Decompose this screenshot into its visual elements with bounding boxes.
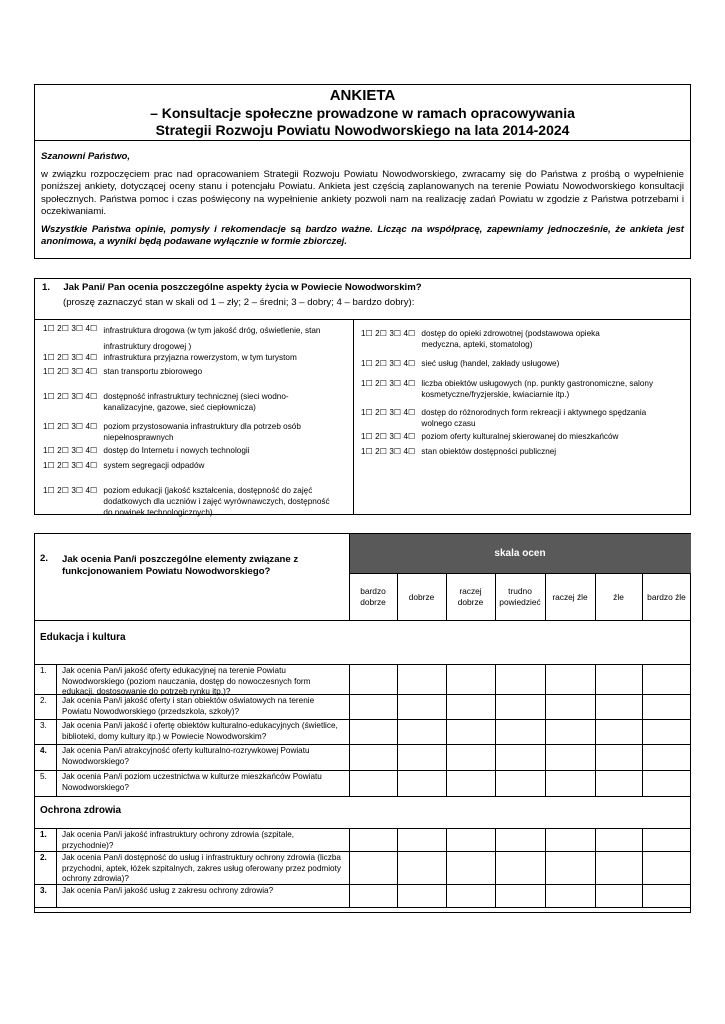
rating-cell[interactable] xyxy=(446,744,495,770)
question-number: 2. xyxy=(40,853,47,862)
rating-cell[interactable] xyxy=(642,719,691,744)
rating-cell[interactable] xyxy=(545,770,595,796)
rating-cell[interactable] xyxy=(595,770,642,796)
rating-cell[interactable] xyxy=(446,884,495,907)
rating-cell[interactable] xyxy=(595,664,642,694)
question-number: 1. xyxy=(40,666,47,675)
rating-item-label: dostęp do opieki zdrowotnej (podstawowa opieka medyczna, apteki, stomatolog) xyxy=(421,329,600,349)
rating-scale[interactable]: 1☐ 2☐ 3☐ 4☐ xyxy=(361,432,416,441)
rating-cell[interactable] xyxy=(397,719,446,744)
rating-cell[interactable] xyxy=(446,664,495,694)
section-1-divider xyxy=(35,319,690,320)
category-heading: Ochrona zdrowia xyxy=(40,805,122,816)
rating-item-label: poziom oferty kulturalnej skierowanej do mieszkańców xyxy=(421,432,619,441)
question-number: 3. xyxy=(40,886,47,895)
scale-column-header: źle xyxy=(613,591,624,602)
rating-cell[interactable] xyxy=(545,744,595,770)
intro-paragraph: w związku rozpoczęciem prac nad opracowaniem Strategii Rozwoju Powiatu Nowodworskiego, zwracamy się do Państwa z prośbą o wypełnienie poniższej ankiety, dotyczącej oceny stanu i potencjału Powiatu. Ankieta jest częścią zaplanowanych na terenie Powiatu Nowodworskiego konsultacji społecznych. Państwa pomoc i czas poświęcony na wypełnienie ankiety pozwoli nam na realizację zadań Powiatu w zgodzie z Państwa potrzebami i oczekiwaniami. xyxy=(41,169,684,217)
table-line xyxy=(56,744,57,770)
rating-item-label: poziom edukacji (jakość kształcenia, dostępność do zajęć dodatkowych dla uczniów i zajęć wyrównawczych, dostępność do nowinek technologicznych) xyxy=(103,486,330,517)
table-line xyxy=(56,884,57,907)
table-line xyxy=(56,770,57,796)
question-number: 3. xyxy=(40,721,47,730)
rating-cell[interactable] xyxy=(545,851,595,884)
rating-cell[interactable] xyxy=(397,828,446,851)
rating-item-label: system segregacji odpadów xyxy=(103,461,205,470)
section-2-number: 2. xyxy=(40,553,49,564)
question-number: 2. xyxy=(40,696,47,705)
rating-cell[interactable] xyxy=(349,770,397,796)
rating-cell[interactable] xyxy=(349,884,397,907)
rating-item[interactable] xyxy=(361,328,631,350)
rating-cell[interactable] xyxy=(397,694,446,719)
question-text: Jak ocenia Pan/i jakość oferty edukacyjnej na terenie Powiatu Nowodworskiego (poziom nauczania, dostęp do nowoczesnych form edukacji, dostosowanie do potrzeb rynku itp.)? xyxy=(62,666,311,696)
rating-scale[interactable]: 1☐ 2☐ 3☐ 4☐ xyxy=(43,392,98,401)
question-number: 1. xyxy=(40,830,47,839)
table-line xyxy=(349,573,691,574)
section-1-title: 1. Jak Pani/ Pan ocenia poszczególne aspekty życia w Powiecie Nowodworskim? xyxy=(42,282,422,293)
rating-cell[interactable] xyxy=(495,770,545,796)
rating-scale[interactable]: 1☐ 2☐ 3☐ 4☐ xyxy=(361,359,416,368)
survey-subtitle-2: Strategii Rozwoju Powiatu Nowodworskiego na lata 2014-2024 xyxy=(155,122,570,138)
table-line xyxy=(56,694,57,719)
rating-cell[interactable] xyxy=(397,744,446,770)
rating-cell[interactable] xyxy=(642,694,691,719)
survey-title: ANKIETA xyxy=(329,87,396,104)
rating-item[interactable] xyxy=(43,352,348,363)
question-text: Jak ocenia Pan/i jakość usług z zakresu ochrony zdrowia? xyxy=(62,886,274,895)
rating-item-label: dostęp do różnorodnych form rekreacji i aktywnego spędzania wolnego czasu xyxy=(421,408,647,428)
rating-cell[interactable] xyxy=(397,884,446,907)
rating-cell[interactable] xyxy=(545,884,595,907)
rating-item-label: stan transportu zbiorowego xyxy=(103,367,203,376)
rating-cell[interactable] xyxy=(545,828,595,851)
rating-scale[interactable]: 1☐ 2☐ 3☐ 4☐ xyxy=(361,408,416,417)
rating-cell[interactable] xyxy=(545,694,595,719)
table-line xyxy=(545,573,546,620)
rating-cell[interactable] xyxy=(595,828,642,851)
rating-item-label: stan obiektów dostępności publicznej xyxy=(421,447,557,456)
rating-cell[interactable] xyxy=(642,828,691,851)
table-line xyxy=(56,828,57,851)
section-2-question: Jak ocenia Pan/i poszczególne elementy związane z funkcjonowaniem Powiatu Nowodworskiego? xyxy=(62,554,299,577)
rating-cell[interactable] xyxy=(495,744,545,770)
table-line xyxy=(595,573,596,620)
rating-cell[interactable] xyxy=(349,851,397,884)
rating-item[interactable] xyxy=(361,358,681,369)
rating-cell[interactable] xyxy=(595,851,642,884)
table-line xyxy=(56,719,57,744)
question-number: 5. xyxy=(40,772,47,781)
rating-cell[interactable] xyxy=(446,851,495,884)
greeting: Szanowni Państwo, xyxy=(41,151,131,162)
rating-cell[interactable] xyxy=(446,828,495,851)
table-line xyxy=(495,573,496,620)
rating-item[interactable] xyxy=(43,485,333,518)
rating-cell[interactable] xyxy=(446,770,495,796)
section-1 xyxy=(34,278,691,515)
rating-scale[interactable]: 1☐ 2☐ 3☐ 4☐ xyxy=(43,353,98,362)
rating-cell[interactable] xyxy=(642,851,691,884)
rating-item-label: sieć usług (handel, zakłady usługowe) xyxy=(421,359,560,368)
rating-scale[interactable]: 1☐ 2☐ 3☐ 4☐ xyxy=(43,461,98,470)
rating-scale[interactable]: 1☐ 2☐ 3☐ 4☐ xyxy=(43,422,98,431)
table-line xyxy=(56,664,57,694)
scale-column-header: raczej dobrze xyxy=(457,586,484,607)
scale-header-label: skala ocen xyxy=(494,548,546,559)
rating-item-label: dostęp do Internetu i nowych technologii xyxy=(103,446,250,455)
scale-column-header: raczej źle xyxy=(552,591,588,602)
rating-item[interactable] xyxy=(43,366,348,377)
section-1-column-divider xyxy=(353,319,354,515)
question-text: Jak ocenia Pan/i jakość infrastruktury ochrony zdrowia (szpitale, przychodnie)? xyxy=(62,830,295,850)
rating-cell[interactable] xyxy=(349,744,397,770)
rating-item-label: infrastruktura drogowa (w tym jakość dróg, oświetlenie, stan infrastruktury drogowej ) xyxy=(103,326,321,351)
rating-item[interactable] xyxy=(361,446,681,457)
rating-item[interactable] xyxy=(43,323,348,355)
question-text: Jak ocenia Pan/i dostępność do usług i infrastruktury ochrony zdrowia (liczba przychodni, aptek, łóżek szpitalnych, zakres usług oferowany przez podmioty ochrony zdrowia)? xyxy=(62,853,341,883)
table-line xyxy=(35,796,691,797)
table-line xyxy=(35,907,691,908)
rating-cell[interactable] xyxy=(495,851,545,884)
question-text: Jak ocenia Pan/i poziom uczestnictwa w kulturze mieszkańców Powiatu Nowodworskiego? xyxy=(62,772,322,792)
table-line xyxy=(35,620,691,621)
rating-item[interactable] xyxy=(361,407,651,429)
question-text: Jak ocenia Pan/i jakość i ofertę obiektów kulturalno-edukacyjnych (świetlice, biblioteki, domy kultury itp.) w Powiecie Nowodworskim? xyxy=(62,721,338,741)
intro-closing: Wszystkie Państwa opinie, pomysły i rekomendacje są bardzo ważne. Licząc na współpracę, zapewniamy jednocześnie, że ankieta jest anonimowa, a wyniki będą podawane wyłącznie w formie zbiorczej. xyxy=(41,224,684,248)
rating-cell[interactable] xyxy=(495,719,545,744)
rating-cell[interactable] xyxy=(397,770,446,796)
table-line xyxy=(56,851,57,884)
rating-item[interactable] xyxy=(361,378,681,400)
rating-cell[interactable] xyxy=(349,719,397,744)
section-2-table xyxy=(34,533,691,913)
rating-item-label: poziom przystosowania infrastruktury dla potrzeb osób niepełnosprawnych xyxy=(103,422,301,442)
rating-cell[interactable] xyxy=(642,770,691,796)
section-1-instruction: (proszę zaznaczyć stan w skali od 1 – zły; 2 – średni; 3 – dobry; 4 – bardzo dobry): xyxy=(63,297,415,308)
rating-cell[interactable] xyxy=(642,884,691,907)
scale-column-header: trudno powiedzieć xyxy=(499,586,541,607)
rating-cell[interactable] xyxy=(446,719,495,744)
rating-cell[interactable] xyxy=(495,884,545,907)
rating-item[interactable] xyxy=(361,431,681,442)
scale-column-header: bardzo dobrze xyxy=(360,586,386,607)
rating-cell[interactable] xyxy=(545,719,595,744)
question-number: 4. xyxy=(40,746,47,755)
header-divider xyxy=(35,140,690,141)
rating-cell[interactable] xyxy=(595,884,642,907)
rating-item-label: infrastruktura przyjazna rowerzystom, w tym turystom xyxy=(103,353,297,362)
table-line xyxy=(446,573,447,620)
scale-header xyxy=(349,534,691,573)
rating-item[interactable] xyxy=(43,460,348,471)
rating-cell[interactable] xyxy=(642,744,691,770)
rating-scale[interactable]: 1☐ 2☐ 3☐ 4☐ xyxy=(43,367,98,376)
rating-scale[interactable]: 1☐ 2☐ 3☐ 4☐ xyxy=(43,486,98,495)
rating-cell[interactable] xyxy=(495,664,545,694)
table-line xyxy=(642,573,643,620)
question-text: Jak ocenia Pan/i atrakcyjność oferty kulturalno-rozrywkowej Powiatu Nowodworskiego? xyxy=(62,746,310,766)
rating-scale[interactable]: 1☐ 2☐ 3☐ 4☐ xyxy=(361,329,416,338)
rating-cell[interactable] xyxy=(446,694,495,719)
survey-frame xyxy=(34,84,691,259)
rating-scale[interactable]: 1☐ 2☐ 3☐ 4☐ xyxy=(361,379,416,388)
rating-scale[interactable]: 1☐ 2☐ 3☐ 4☐ xyxy=(361,447,416,456)
scale-column-header: bardzo źle xyxy=(647,591,686,602)
rating-item-label: liczba obiektów usługowych (np. punkty gastronomiczne, salony kosmetyczne/fryzjerskie, kwiaciarnie itp.) xyxy=(421,379,654,399)
rating-cell[interactable] xyxy=(349,694,397,719)
table-line xyxy=(349,534,350,620)
rating-cell[interactable] xyxy=(595,719,642,744)
rating-cell[interactable] xyxy=(545,664,595,694)
rating-item-label: dostępność infrastruktury technicznej (sieci wodno-kanalizacyjne, gazowe, sieć ciepłownicza) xyxy=(103,392,289,412)
rating-scale[interactable]: 1☐ 2☐ 3☐ 4☐ xyxy=(43,446,98,455)
rating-cell[interactable] xyxy=(595,694,642,719)
rating-cell[interactable] xyxy=(349,828,397,851)
rating-item[interactable] xyxy=(43,421,313,443)
rating-cell[interactable] xyxy=(349,664,397,694)
table-line xyxy=(397,573,398,620)
rating-item[interactable] xyxy=(43,391,313,413)
survey-subtitle-1: – Konsultacje społeczne prowadzone w ramach opracowywania xyxy=(150,105,575,121)
rating-cell[interactable] xyxy=(397,664,446,694)
rating-cell[interactable] xyxy=(397,851,446,884)
rating-cell[interactable] xyxy=(495,694,545,719)
category-heading: Edukacja i kultura xyxy=(40,632,126,643)
rating-cell[interactable] xyxy=(595,744,642,770)
question-text: Jak ocenia Pan/i jakość oferty i stan obiektów oświatowych na terenie Powiatu Nowodworskiego (przedszkola, szkoły)? xyxy=(62,696,315,716)
rating-item[interactable] xyxy=(43,445,348,456)
scale-column-header: dobrze xyxy=(408,591,435,602)
rating-cell[interactable] xyxy=(642,664,691,694)
rating-scale[interactable]: 1☐ 2☐ 3☐ 4☐ xyxy=(43,324,98,333)
rating-cell[interactable] xyxy=(495,828,545,851)
